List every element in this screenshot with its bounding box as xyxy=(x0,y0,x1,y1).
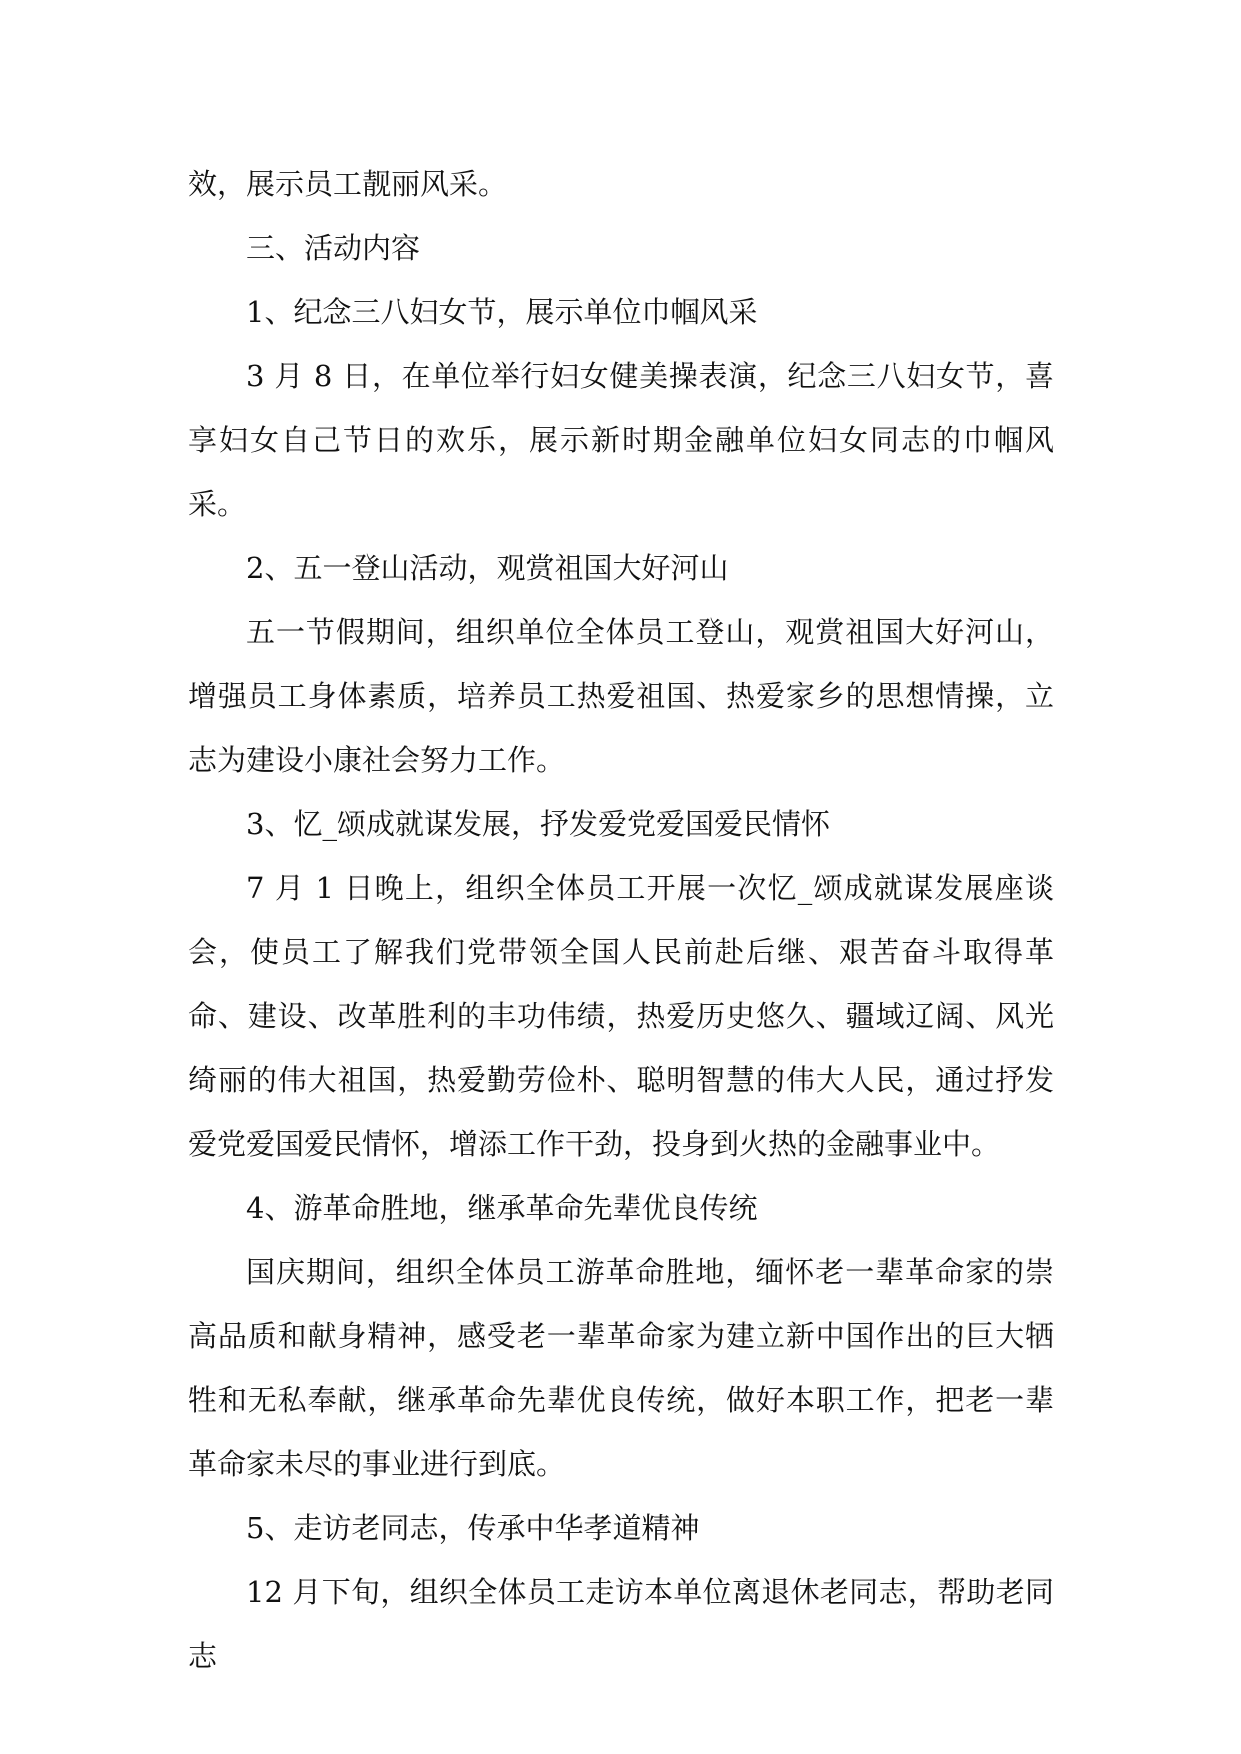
item-heading-womens-day: 1、纪念三八妇女节，展示单位巾帼风采 xyxy=(246,295,758,329)
paragraph-may-day-hiking: 五一节假期间，组织单位全体员工登山，观赏祖国大好河山，增强员工身体素质，培养员工热爱祖国、热爱家乡的思想情操，立志为建设小康社会努力工作。 xyxy=(188,615,1054,777)
document-body xyxy=(188,152,1054,1688)
paragraph-womens-day: 3 月 8 日，在单位举行妇女健美操表演，纪念三八妇女节，喜享妇女自己节日的欢乐，展示新时期金融单位妇女同志的巾帼风采。 xyxy=(188,359,1054,521)
item-heading-achievements-forum: 3、忆_颂成就谋发展，抒发爱党爱国爱民情怀 xyxy=(246,807,830,841)
paragraph-continuation: 效，展示员工靓丽风采。 xyxy=(188,167,508,201)
paragraph-revolutionary-sites: 国庆期间，组织全体员工游革命胜地，缅怀老一辈革命家的崇高品质和献身精神，感受老一辈革命家为建立新中国作出的巨大牺牲和无私奉献，继承革命先辈优良传统，做好本职工作，把老一辈革命家未尽的事业进行到底。 xyxy=(188,1255,1054,1481)
paragraph-achievements-forum: 7 月 1 日晚上，组织全体员工开展一次忆_颂成就谋发展座谈会，使员工了解我们党带领全国人民前赴后继、艰苦奋斗取得革命、建设、改革胜利的丰功伟绩，热爱历史悠久、疆域辽阔、风光绮丽的伟大祖国，热爱勤劳俭朴、聪明智慧的伟大人民，通过抒发爱党爱国爱民情怀，增添工作干劲，投身到火热的金融事业中。 xyxy=(188,871,1054,1161)
paragraph-visit-retirees: 12 月下旬，组织全体员工走访本单位离退休老同志，帮助老同志 xyxy=(188,1575,1054,1673)
item-heading-revolutionary-sites: 4、游革命胜地，继承革命先辈优良传统 xyxy=(246,1191,758,1225)
section-heading-activity-content: 三、活动内容 xyxy=(246,231,421,265)
item-heading-visit-retirees: 5、走访老同志，传承中华孝道精神 xyxy=(246,1511,700,1545)
item-heading-may-day-hiking: 2、五一登山活动，观赏祖国大好河山 xyxy=(246,551,729,585)
